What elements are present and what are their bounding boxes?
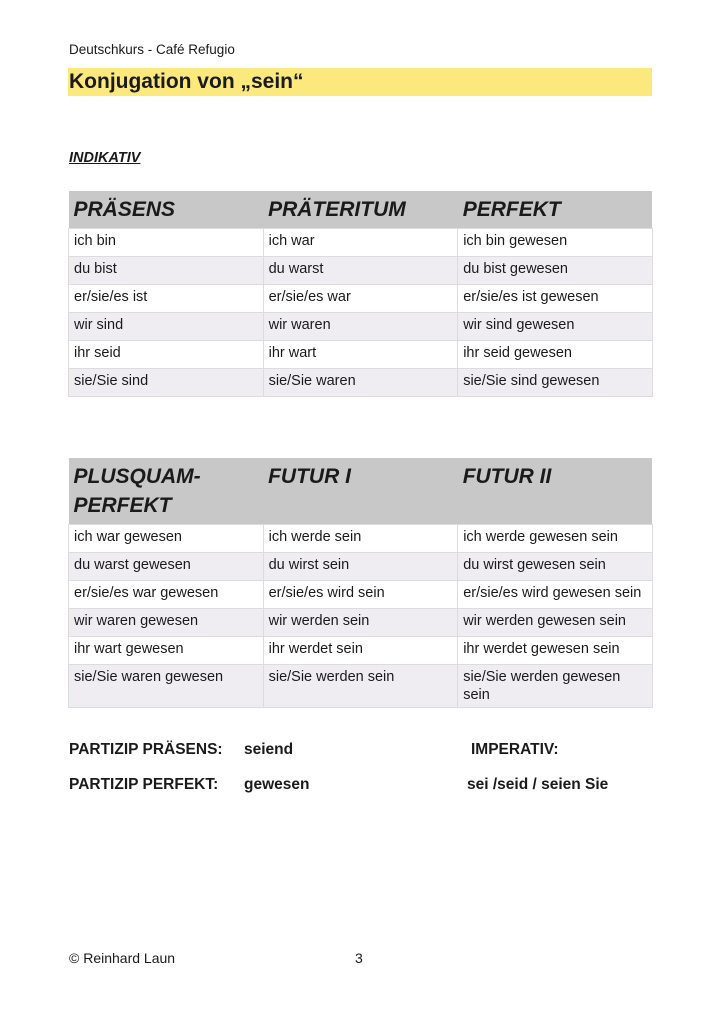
table-row [69, 341, 653, 369]
table-cell: du wirst gewesen sein [458, 553, 653, 581]
column-header: FUTUR II [458, 458, 653, 525]
table-cell: er/sie/es wird gewesen sein [458, 581, 653, 609]
table-cell: du warst [263, 257, 458, 285]
section-heading: INDIKATIV [69, 150, 141, 166]
partizip-praesens-label: PARTIZIP PRÄSENS: [69, 741, 223, 758]
table-cell: wir sind [69, 313, 264, 341]
column-header: PRÄSENS [69, 191, 264, 229]
table-row [69, 665, 653, 708]
table-cell: sie/Sie sind gewesen [458, 369, 653, 397]
conjugation-table-2 [68, 458, 653, 708]
table-cell: du bist [69, 257, 264, 285]
table-cell: wir werden gewesen sein [458, 609, 653, 637]
table-cell: er/sie/es ist [69, 285, 264, 313]
table-cell: ihr seid gewesen [458, 341, 653, 369]
table-row [69, 369, 653, 397]
table-cell: ich bin [69, 229, 264, 257]
table-cell: ich werde gewesen sein [458, 525, 653, 553]
table-row [69, 553, 653, 581]
table-row [69, 285, 653, 313]
table-cell: er/sie/es wird sein [263, 581, 458, 609]
table-cell: ich bin gewesen [458, 229, 653, 257]
table-header-row [69, 191, 653, 229]
table-cell: wir waren gewesen [69, 609, 264, 637]
table-cell: sie/Sie waren [263, 369, 458, 397]
table-cell: ihr werdet sein [263, 637, 458, 665]
conjugation-table-1 [68, 191, 653, 397]
table-cell: du warst gewesen [69, 553, 264, 581]
page-number: 3 [355, 950, 363, 966]
table-cell: ich war [263, 229, 458, 257]
table-cell: sie/Sie sind [69, 369, 264, 397]
table-row [69, 257, 653, 285]
page-title: Konjugation von „sein“ [69, 70, 304, 93]
table-cell: er/sie/es war gewesen [69, 581, 264, 609]
table-cell: ihr wart gewesen [69, 637, 264, 665]
table-cell: du wirst sein [263, 553, 458, 581]
imperativ-label: IMPERATIV: [471, 741, 559, 758]
table-cell: ihr seid [69, 341, 264, 369]
partizip-perfekt-label: PARTIZIP PERFEKT: [69, 776, 219, 793]
table-row [69, 581, 653, 609]
table-header-row [69, 458, 653, 525]
table-cell: wir waren [263, 313, 458, 341]
partizip-praesens-value: seiend [244, 741, 294, 758]
page-header: Deutschkurs - Café Refugio [69, 42, 235, 57]
table-row [69, 229, 653, 257]
table-row [69, 637, 653, 665]
table-cell: du bist gewesen [458, 257, 653, 285]
column-header: PRÄTERITUM [263, 191, 458, 229]
column-header: PERFEKT [458, 191, 653, 229]
table-cell: sie/Sie werden gewesen sein [458, 665, 653, 708]
table-cell: ich werde sein [263, 525, 458, 553]
column-header: FUTUR I [263, 458, 458, 525]
table-cell: ihr wart [263, 341, 458, 369]
column-header: PLUSQUAM-PERFEKT [69, 458, 264, 525]
table-cell: ihr werdet gewesen sein [458, 637, 653, 665]
table-cell: wir werden sein [263, 609, 458, 637]
table-cell: sie/Sie waren gewesen [69, 665, 264, 708]
copyright-notice: © Reinhard Laun [69, 950, 176, 966]
table-row [69, 609, 653, 637]
table-cell: ich war gewesen [69, 525, 264, 553]
partizip-perfekt-value: gewesen [244, 776, 310, 793]
imperativ-value: sei /seid / seien Sie [467, 776, 609, 793]
table-cell: sie/Sie werden sein [263, 665, 458, 708]
table-cell: er/sie/es war [263, 285, 458, 313]
table-row [69, 525, 653, 553]
table-cell: wir sind gewesen [458, 313, 653, 341]
table-cell: er/sie/es ist gewesen [458, 285, 653, 313]
table-row [69, 313, 653, 341]
